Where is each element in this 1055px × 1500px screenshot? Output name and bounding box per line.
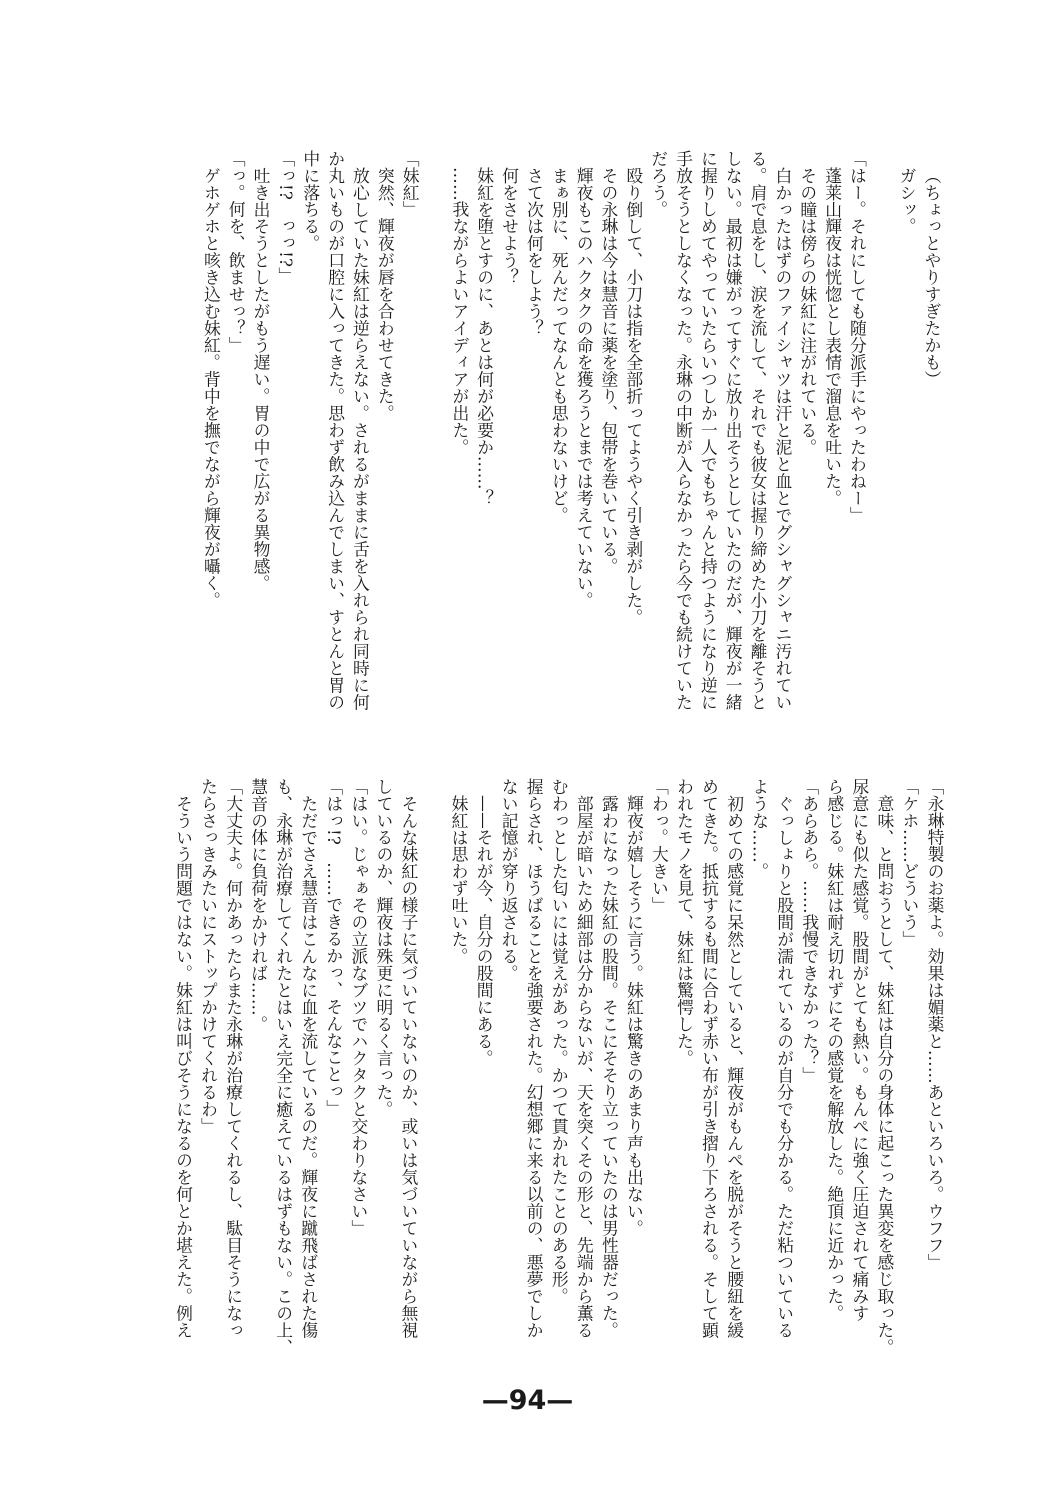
text-column: ぐっしょりと股間が濡れているのが自分でも分かる。ただ粘ついている: [774, 794, 795, 1339]
text-column: めてきた。抵抗するも間に合わず赤い布が引き摺り下ろされる。そして顕: [699, 778, 720, 1339]
text-column: 尿意にも似た感覚。股間がとても熱い。もんぺに強く圧迫されて痛みす: [849, 778, 870, 1322]
text-column: 吐き出そうとしたがもう遅い。胃の中で広がる異物感。: [251, 166, 272, 592]
page-number: —94—: [481, 1385, 574, 1416]
text-column: たらさっきみたいにストップかけてくれるわ」: [198, 778, 219, 1135]
text-column: その瞳は傍らの妹紅に注がれている。: [797, 166, 818, 456]
bottom-text-block: [0, 778, 1055, 1356]
text-column: ガシッ。: [897, 166, 918, 235]
text-column: 「わっ。大きい」: [649, 778, 670, 914]
text-column: ……我ながらよいアイディアが出た。: [449, 166, 470, 456]
text-column: ない記憶が穿り返される。: [499, 778, 520, 982]
text-column: 「ケホ……どういう」: [899, 778, 920, 948]
text-column: ただでさえ慧音はこんなに血を流しているのだ。輝夜に蹴飛ばされた傷: [298, 794, 319, 1339]
text-column: 何をさせよう？: [499, 166, 520, 286]
text-column: しない。最初は嫌がってすぐに放り出そうとしていたのだが、輝夜が一緒: [723, 150, 744, 711]
text-column: ゲホゲホと咳き込む妹紅。背中を撫でながら輝夜が囁く。: [201, 166, 222, 609]
text-column: 手放そうとしなくなった。永琳の中断が入らなかったら今でも続けていた: [673, 150, 694, 711]
text-column: 白かったはずのファイシャツは汗と泥と血とでグシャグシャニ汚れてい: [772, 166, 793, 711]
text-column: さて次は何をしよう？: [524, 166, 545, 337]
text-column: 「っ。何を、飲ませっ？」: [226, 150, 247, 354]
text-column: る。肩で息をし、涙を流して、それでも彼女は握り締めた小刀を離そうと: [748, 150, 769, 711]
text-column: 「はー。それにしても随分派手にやったわねー」: [847, 150, 868, 524]
text-column: ——それが今、自分の股間にある。: [474, 794, 495, 1067]
text-column: その永琳は今は慧音に薬を塗り、包帯を巻いている。: [598, 166, 619, 575]
top-text-block: [0, 150, 1055, 740]
text-column: しているのか、輝夜は殊更に明るく言った。: [373, 778, 394, 1118]
text-column: 「大丈夫よ。何かあったらまた永琳が治療してくれるし、駄目そうになっ: [223, 778, 244, 1339]
text-column: 初めての感覚に呆然としていると、輝夜がもんぺを脱がそうと腰紐を緩: [724, 794, 745, 1339]
text-column: 「永琳特製のお薬よ。効果は媚薬と……あといろいろ。ウフフ」: [925, 778, 945, 1271]
text-column: 慧音の体に負荷をかければ……。: [248, 778, 269, 1033]
text-column: 露わになった妹紅の股間。そこにそそり立っていたのは男性器だった。: [599, 794, 620, 1339]
text-column: 「あらあら。……我慢できなかった？」: [799, 778, 820, 1084]
text-column: 妹紅は思わず吐いた。: [449, 794, 470, 965]
text-column: だろう。: [648, 150, 669, 218]
text-column: 意味、と問おうとして、妹紅は自分の身体に起こった異変を感じ取った。: [874, 794, 895, 1356]
text-column: われたモノを見て、妹紅は驚愕した。: [674, 778, 695, 1067]
text-column: 中に落ちる。: [300, 150, 321, 252]
text-column: か丸いものが口腔に入ってきた。思わず飲み込んでしまい、すとんと胃の: [325, 150, 346, 711]
text-column: 部屋が暗いため細部は分からないが、天を突くその形と、先端から薫る: [574, 794, 595, 1339]
text-column: 輝夜もこのハクタクの命を獲ろうとまでは考えていない。: [574, 166, 595, 609]
text-column: そういう問題ではない。妹紅は叫びそうになるのを何とか堪えた。例え: [173, 794, 194, 1339]
text-column: に握りしめてやっていたらいつしか一人でもちゃんと持つようになり逆に: [698, 150, 719, 711]
text-column: 輝夜が嬉しそうに言う。妹紅は驚きのあまり声も出ない。: [624, 794, 645, 1237]
text-column: 突然、輝夜が唇を合わせてきた。: [375, 166, 396, 422]
text-column: 「っ!? っっ!?」: [275, 150, 296, 285]
text-column: 妹紅を堕とすのに、あとは何が必要か……？: [474, 166, 495, 507]
text-column: ような……。: [749, 778, 770, 880]
text-column: そんな妹紅の様子に気づいていないのか、或いは気づいていながら無視: [398, 794, 419, 1339]
text-column: まぁ別に、死んだってなんとも思わないけど。: [549, 166, 570, 524]
text-column: むわっとした匂いには覚えがあった。かつて貫かれたことのある形。: [549, 778, 570, 1305]
text-column: 蓬莱山輝夜は恍惚とし表情で溜息を吐いた。: [822, 166, 843, 507]
text-column: 握らされ、ほうばることを強要された。幻想郷に来る以前の、悪夢でしか: [524, 778, 545, 1339]
text-column: （ちょっとやりすぎたかも）: [922, 166, 942, 388]
text-column: も、永琳が治療してくれたとはいえ完全に癒えているはずもない。この上、: [273, 778, 294, 1356]
text-column: 「はっ!? ……できるかっ、そんなことっ」: [323, 778, 344, 1117]
text-column: 殴り倒して、小刀は指を全部折ってようやく引き剥がした。: [623, 166, 644, 626]
text-column: 「妹紅」: [400, 150, 421, 218]
text-column: 放心していた妹紅は逆らえない。されるがままに舌を入れられ同時に何: [350, 166, 371, 711]
text-column: 「はい。じゃぁその立派なブツでハクタクと交わりなさい」: [348, 778, 369, 1237]
text-column: ら感じる。妹紅は耐え切れずにその感覚を解放した。絶頂に近かった。: [824, 778, 845, 1322]
